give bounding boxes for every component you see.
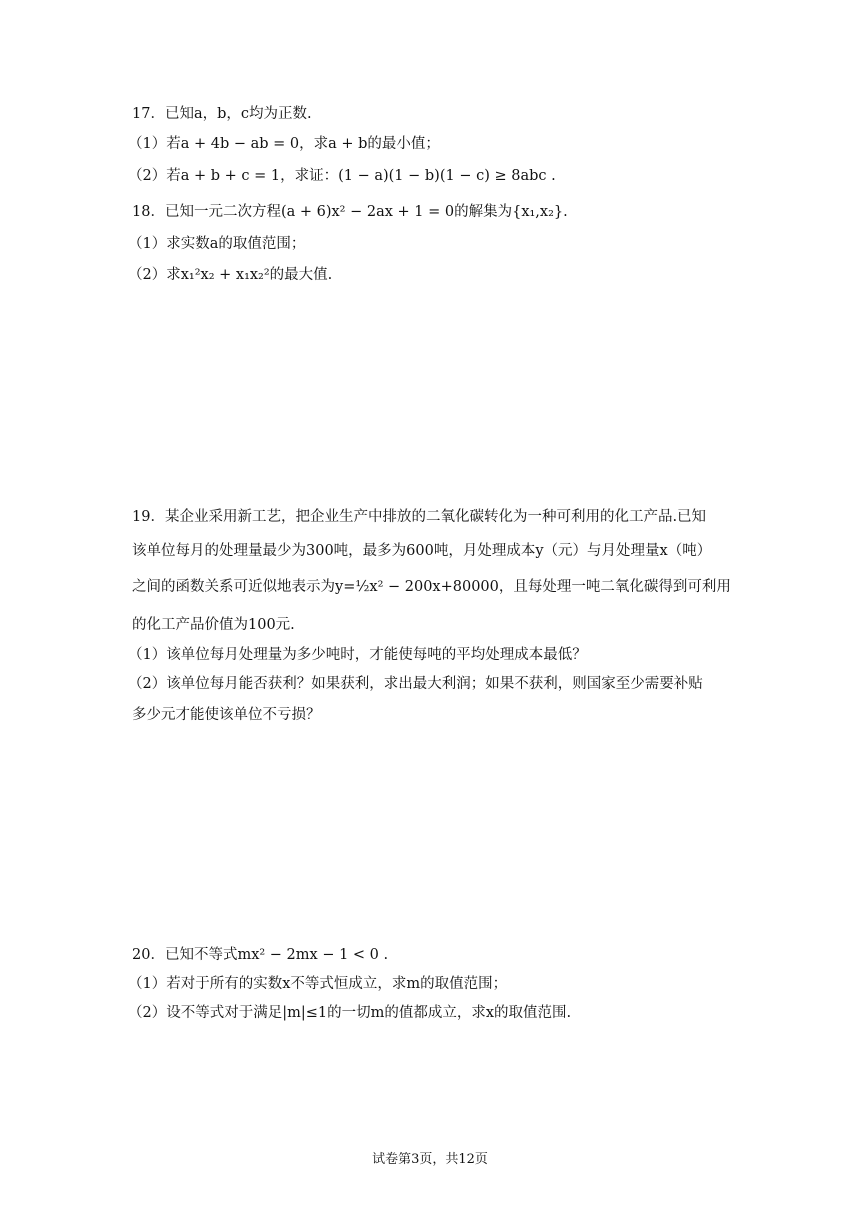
page-footer: 试卷第3页，共12页 (372, 1152, 488, 1167)
q18-stem: 18．已知一元二次方程(a + 6)x² − 2ax + 1 = 0的解集为{x₁,x₂}. (132, 204, 568, 220)
q17-stem: 17．已知a，b，c均为正数. (132, 106, 312, 122)
q20-part2: （2）设不等式对于满足|m|≤1的一切m的值都成立，求x的取值范围. (128, 1005, 572, 1021)
q19-line4: 的化工产品价值为100元. (132, 617, 295, 633)
q19-part1: （1）该单位每月处理量为多少吨时，才能使每吨的平均处理成本最低？ (128, 647, 587, 663)
q17-part1: （1）若a + 4b − ab = 0，求a + b的最小值； (128, 136, 440, 152)
q19-part2-line2: 多少元才能使该单位不亏损？ (132, 707, 321, 723)
q19-line1: 19．某企业采用新工艺，把企业生产中排放的二氧化碳转化为一种可利用的化工产品.已知 (132, 509, 707, 525)
q18-part1: （1）求实数a的取值范围； (128, 236, 306, 252)
q19-line3: 之间的函数关系可近似地表示为y=½x² − 200x+80000，且每处理一吨二氧化碳得到可利用 (132, 579, 731, 595)
q17-part2: （2）若a + b + c = 1，求证：(1 − a)(1 − b)(1 − c) ≥ 8abc . (128, 168, 556, 184)
q20-stem: 20．已知不等式mx² − 2mx − 1 < 0 . (132, 947, 389, 963)
q19-line2: 该单位每月的处理量最少为300吨，最多为600吨，月处理成本y（元）与月处理量x（吨） (132, 543, 712, 559)
q18-part2: （2）求x₁²x₂ + x₁x₂²的最大值. (128, 267, 333, 283)
q19-part2-line1: （2）该单位每月能否获利？如果获利，求出最大利润；如果不获利，则国家至少需要补贴 (128, 676, 703, 692)
q20-part1: （1）若对于所有的实数x不等式恒成立，求m的取值范围； (128, 976, 508, 992)
